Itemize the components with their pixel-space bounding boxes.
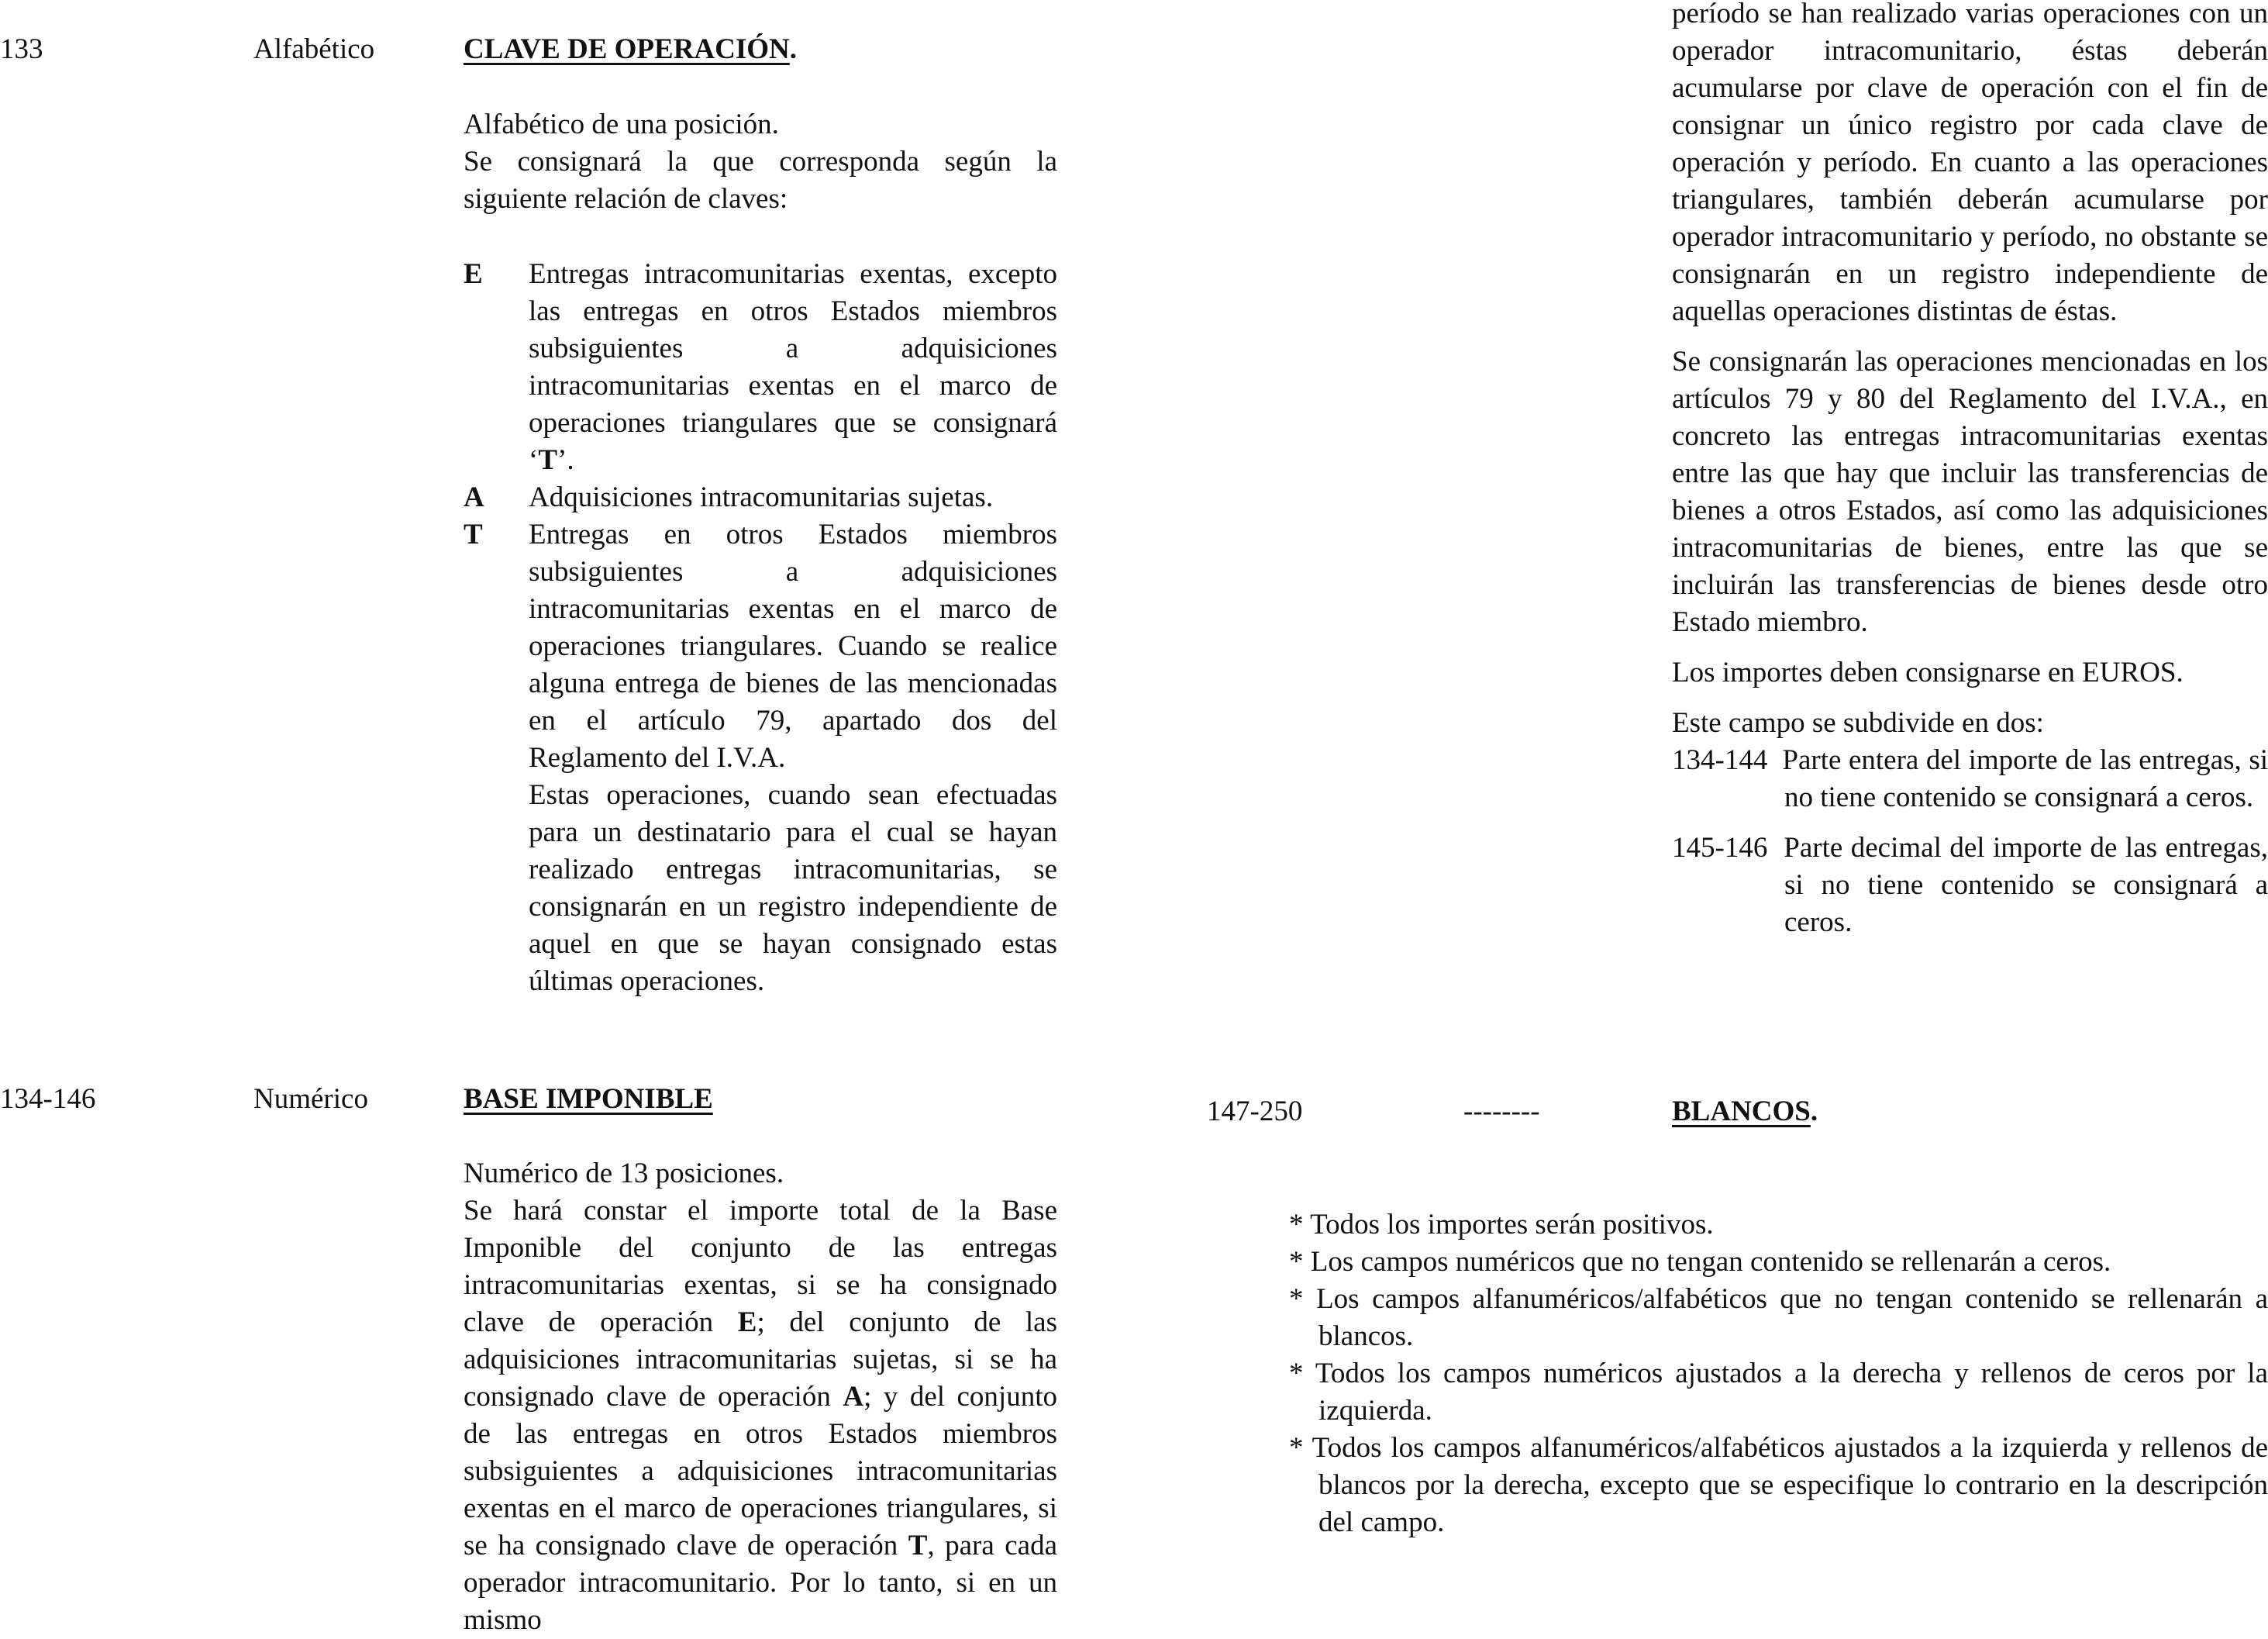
field-133-title-end: . [789, 33, 798, 65]
field-133-intro-1: Alfabético de una posición. [464, 109, 779, 140]
field-134-type: Numérico [253, 1083, 368, 1115]
key-text: Adquisiciones intracomunitarias sujetas. [529, 481, 994, 513]
paragraph-articles: Se consignarán las operaciones mencionadas en los artículos 79 y 80 del Reglamento del I.V.A., en concreto las entregas intracomunitarias exentas entre las que hay que incluir las transferencias de bienes a otros Estados, así como las adquisiciones intracomunitarias de bienes, entre las que se incluirán las transferencias de bienes desde otro Estado miembro. [1672, 346, 2268, 638]
field-147-position: 147-250 [1207, 1096, 1303, 1127]
field-133-keys-list [464, 256, 1057, 1000]
key-text-part: Entregas en otros Estados miembros subsiguientes a adquisiciones intracomunitarias exentas en el marco de operaciones triangulares. Cuando se realice alguna entrega de bienes de las mencionadas en el artículo 79, apartado dos del Reglamento del I.V.A. [529, 519, 1057, 774]
text-bold: E [737, 1306, 757, 1338]
text-bold: T [908, 1530, 928, 1561]
field-133-heading [464, 31, 797, 68]
note-item: * Todos los campos numéricos ajustados a la derecha y rellenos de ceros por la izquierda. [1289, 1358, 2268, 1427]
field-134-title: BASE IMPONIBLE [464, 1083, 713, 1115]
key-text-bold: T [538, 444, 558, 476]
key-label: E [464, 258, 483, 290]
text-part: , para cada operador intracomunitario. Por lo tanto, si en un mismo [464, 1530, 1057, 1636]
key-label: A [464, 481, 484, 513]
key-text-part: Entregas intracomunitarias exentas, excepto las entregas en otros Estados miembros subsiguientes a adquisiciones intracomunitarias exentas en el marco de operaciones triangulares que se consignará ‘ [529, 258, 1057, 476]
field-133-description [464, 106, 1057, 218]
right-column-text [1672, 0, 2268, 941]
key-text-part: ’. [557, 444, 574, 476]
text-part: ; y del conjunto de las entregas en otros Estados miembros subsiguientes a adquisiciones intracomunitarias exentas en el marco de operaciones triangulares, si se ha consignado clave de operación [464, 1381, 1057, 1561]
field-134-line-1: Numérico de 13 posiciones. [464, 1158, 784, 1189]
text-bold: A [843, 1381, 864, 1413]
field-147-title: BLANCOS [1672, 1096, 1811, 1127]
key-item-t [464, 516, 1057, 1000]
note-item: * Los campos numéricos que no tengan contenido se rellenarán a ceros. [1289, 1246, 2111, 1278]
subfield-range: 145-146 [1672, 832, 1768, 864]
field-134-description [464, 1155, 1057, 1639]
paragraph-subdivide: Este campo se subdivide en dos: [1672, 707, 2044, 739]
key-text [529, 516, 1057, 1000]
key-label: T [464, 519, 483, 550]
field-133-position: 133 [0, 33, 43, 65]
text-part: Se hará constar el importe total de la Base Imponible del conjunto de las entregas intracomunitarias exentas, si se ha consignado clave de operación [464, 1195, 1057, 1338]
field-147-type: -------- [1463, 1096, 1540, 1127]
subfield-range: 134-144 [1672, 744, 1768, 776]
field-147-title-end: . [1810, 1096, 1818, 1127]
general-notes-list [1289, 1206, 2268, 1541]
field-133-title: CLAVE DE OPERACIÓN [464, 33, 790, 65]
key-item-a [464, 479, 1057, 516]
continuation-paragraph: período se han realizado varias operaciones con un operador intracomunitario, éstas deberán acumularse por clave de operación con el fin de consignar un único registro por cada clave de operación y período. En cuanto a las operaciones triangulares, también deberán acumularse por operador intracomunitario y período, no obstante se consignarán en un registro independiente de aquellas operaciones distintas de éstas. [1672, 0, 2268, 327]
key-text-part: Estas operaciones, cuando sean efectuadas para un destinatario para el cual se hayan realizado entregas intracomunitarias, se consignarán en un registro independiente de aquel en que se hayan consignado estas últimas operaciones. [529, 779, 1057, 997]
field-133-type: Alfabético [253, 33, 375, 65]
subfield-text: Parte entera del importe de las entregas, si no tiene contenido se consignará a ceros. [1782, 744, 2268, 813]
subfield-text: Parte decimal del importe de las entregas, si no tiene contenido se consignará a ceros. [1784, 832, 2268, 938]
key-item-e [464, 256, 1057, 479]
field-133-intro-2: Se consignará la que corresponda según la siguiente relación de claves: [464, 146, 1057, 215]
key-text [529, 256, 1057, 479]
note-item: * Todos los campos alfanuméricos/alfabéticos ajustados a la izquierda y rellenos de blancos por la derecha, excepto que se especifique lo contrario en la descripción del campo. [1289, 1432, 2268, 1538]
field-147-heading [1672, 1093, 1818, 1130]
note-item: * Los campos alfanuméricos/alfabéticos que no tengan contenido se rellenarán a blancos. [1289, 1283, 2268, 1352]
subfield-item [1672, 830, 2268, 941]
field-134-paragraph [464, 1192, 1057, 1639]
text-part: ; del conjunto de las adquisiciones intracomunitarias sujetas, si se ha consignado clave de operación [464, 1306, 1057, 1413]
field-134-position: 134-146 [0, 1083, 96, 1115]
note-item: * Todos los importes serán positivos. [1289, 1209, 1714, 1240]
paragraph-euros: Los importes deben consignarse en EUROS. [1672, 657, 2184, 688]
subfield-item [1672, 742, 2268, 816]
